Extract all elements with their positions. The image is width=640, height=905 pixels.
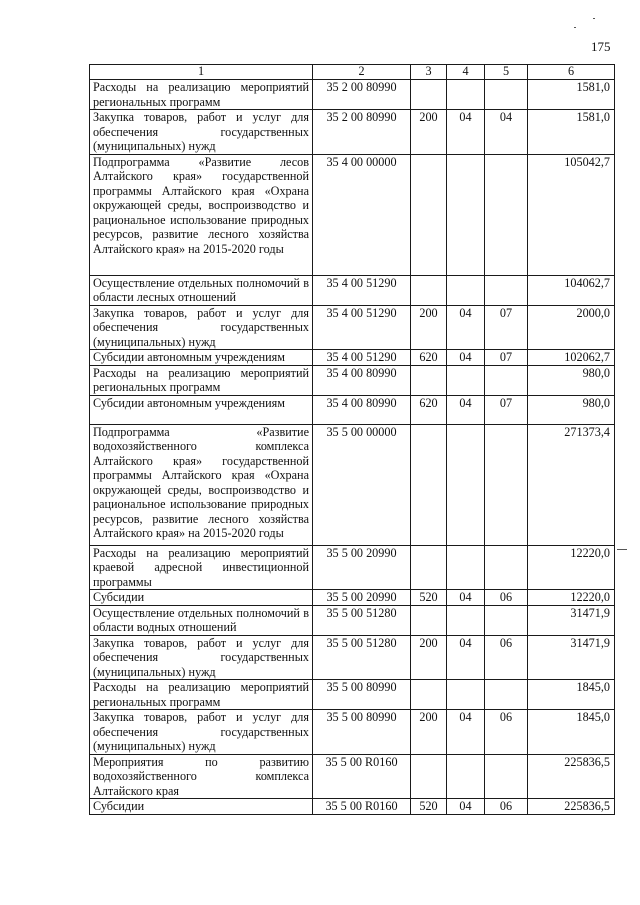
row-expense-type	[411, 275, 447, 305]
row-section: 04	[447, 350, 485, 366]
row-expense-type	[411, 80, 447, 110]
header-row	[90, 65, 615, 80]
column-number-2: 2	[313, 65, 411, 80]
column-number-1: 1	[90, 65, 313, 80]
row-code: 35 5 00 00000	[313, 424, 411, 545]
row-expense-type: 520	[411, 799, 447, 815]
row-expense-type	[411, 154, 447, 275]
row-sum: 1845,0	[528, 710, 615, 755]
scan-speck	[593, 18, 595, 19]
row-name: Субсидии автономным учреждениям	[90, 395, 313, 424]
row-code: 35 5 00 51280	[313, 635, 411, 680]
row-section: 04	[447, 799, 485, 815]
row-subsection	[485, 545, 528, 590]
row-sum: 225836,5	[528, 754, 615, 799]
table-row	[90, 365, 615, 395]
row-section	[447, 680, 485, 710]
table-row	[90, 635, 615, 680]
row-expense-type	[411, 365, 447, 395]
table-row	[90, 605, 615, 635]
row-code: 35 4 00 00000	[313, 154, 411, 275]
table-row	[90, 590, 615, 606]
row-code: 35 5 00 20990	[313, 590, 411, 606]
row-name: Субсидии	[90, 590, 313, 606]
row-sum: 225836,5	[528, 799, 615, 815]
row-name: Субсидии	[90, 799, 313, 815]
row-name: Расходы на реализацию мероприятий региональных программ	[90, 80, 313, 110]
table-row	[90, 545, 615, 590]
row-sum: 2000,0	[528, 305, 615, 350]
row-code: 35 5 00 51280	[313, 605, 411, 635]
row-name: Субсидии автономным учреждениям	[90, 350, 313, 366]
table-row	[90, 154, 615, 275]
row-section: 04	[447, 395, 485, 424]
row-subsection	[485, 154, 528, 275]
row-name: Расходы на реализацию мероприятий региональных программ	[90, 365, 313, 395]
row-expense-type: 200	[411, 710, 447, 755]
row-sum: 104062,7	[528, 275, 615, 305]
row-subsection: 06	[485, 799, 528, 815]
row-subsection	[485, 754, 528, 799]
table-row	[90, 80, 615, 110]
row-subsection: 07	[485, 350, 528, 366]
row-name: Осуществление отдельных полномочий в области лесных отношений	[90, 275, 313, 305]
scan-speck	[617, 549, 627, 550]
row-section: 04	[447, 635, 485, 680]
row-section	[447, 80, 485, 110]
row-section	[447, 545, 485, 590]
scan-speck	[574, 27, 576, 28]
row-section: 04	[447, 590, 485, 606]
row-code: 35 4 00 51290	[313, 305, 411, 350]
table-row	[90, 710, 615, 755]
row-sum: 31471,9	[528, 605, 615, 635]
row-subsection: 07	[485, 305, 528, 350]
row-name: Закупка товаров, работ и услуг для обеспечения государственных (муниципальных) нужд	[90, 110, 313, 155]
row-code: 35 4 00 51290	[313, 350, 411, 366]
table-row	[90, 275, 615, 305]
row-expense-type	[411, 545, 447, 590]
column-number-3: 3	[411, 65, 447, 80]
row-expense-type: 200	[411, 110, 447, 155]
row-code: 35 5 00 20990	[313, 545, 411, 590]
table-row	[90, 799, 615, 815]
row-expense-type	[411, 754, 447, 799]
table-row	[90, 110, 615, 155]
row-expense-type: 620	[411, 395, 447, 424]
table-row	[90, 680, 615, 710]
row-subsection: 06	[485, 590, 528, 606]
row-sum: 980,0	[528, 365, 615, 395]
row-subsection: 04	[485, 110, 528, 155]
row-section	[447, 365, 485, 395]
row-section: 04	[447, 305, 485, 350]
row-expense-type: 620	[411, 350, 447, 366]
row-subsection	[485, 680, 528, 710]
row-sum: 102062,7	[528, 350, 615, 366]
table-row	[90, 350, 615, 366]
column-number-6: 6	[528, 65, 615, 80]
row-sum: 12220,0	[528, 590, 615, 606]
table-body	[90, 80, 615, 815]
row-name: Мероприятия по развитию водохозяйственного комплекса Алтайского края	[90, 754, 313, 799]
column-number-5: 5	[485, 65, 528, 80]
row-subsection	[485, 365, 528, 395]
row-name: Расходы на реализацию мероприятий краевой адресной инвестиционной программы	[90, 545, 313, 590]
row-section	[447, 754, 485, 799]
row-code: 35 5 00 R0160	[313, 799, 411, 815]
row-sum: 980,0	[528, 395, 615, 424]
row-code: 35 5 00 80990	[313, 680, 411, 710]
row-subsection	[485, 424, 528, 545]
row-expense-type	[411, 424, 447, 545]
row-code: 35 2 00 80990	[313, 110, 411, 155]
row-section: 04	[447, 110, 485, 155]
row-expense-type: 200	[411, 635, 447, 680]
row-sum: 31471,9	[528, 635, 615, 680]
row-section	[447, 275, 485, 305]
row-section: 04	[447, 710, 485, 755]
table-row	[90, 305, 615, 350]
row-name: Закупка товаров, работ и услуг для обеспечения государственных (муниципальных) нужд	[90, 305, 313, 350]
row-subsection	[485, 605, 528, 635]
row-code: 35 2 00 80990	[313, 80, 411, 110]
row-subsection: 06	[485, 710, 528, 755]
row-subsection	[485, 275, 528, 305]
table-row	[90, 754, 615, 799]
row-name: Осуществление отдельных полномочий в области водных отношений	[90, 605, 313, 635]
row-name: Закупка товаров, работ и услуг для обеспечения государственных (муниципальных) нужд	[90, 710, 313, 755]
row-code: 35 5 00 R0160	[313, 754, 411, 799]
row-code: 35 4 00 80990	[313, 395, 411, 424]
row-section	[447, 605, 485, 635]
row-expense-type: 520	[411, 590, 447, 606]
table-row	[90, 395, 615, 424]
row-sum: 105042,7	[528, 154, 615, 275]
row-sum: 1581,0	[528, 110, 615, 155]
table-row	[90, 424, 615, 545]
row-sum: 1581,0	[528, 80, 615, 110]
page-number: 175	[591, 39, 611, 54]
row-name: Закупка товаров, работ и услуг для обеспечения государственных (муниципальных) нужд	[90, 635, 313, 680]
table-header	[90, 65, 615, 80]
row-subsection	[485, 80, 528, 110]
row-subsection: 07	[485, 395, 528, 424]
row-subsection: 06	[485, 635, 528, 680]
row-code: 35 5 00 80990	[313, 710, 411, 755]
row-expense-type	[411, 680, 447, 710]
row-sum: 1845,0	[528, 680, 615, 710]
row-sum: 12220,0	[528, 545, 615, 590]
row-name: Подпрограмма «Развитие водохозяйственного комплекса Алтайского края» государственной программы Алтайского края «Охрана окружающей среды, воспроизводство и рациональное использование природных ресурсов, развитие лесного хозяйства Алтайского края» на 2015-2020 годы	[90, 424, 313, 545]
row-code: 35 4 00 51290	[313, 275, 411, 305]
row-name: Подпрограмма «Развитие лесов Алтайского края» государственной программы Алтайского края «Охрана окружающей среды, воспроизводство и рациональное использование природных ресурсов, развитие лесного хозяйства Алтайского края» на 2015-2020 годы	[90, 154, 313, 275]
row-expense-type	[411, 605, 447, 635]
row-name: Расходы на реализацию мероприятий региональных программ	[90, 680, 313, 710]
column-number-4: 4	[447, 65, 485, 80]
row-section	[447, 424, 485, 545]
budget-table	[89, 64, 615, 815]
row-expense-type: 200	[411, 305, 447, 350]
row-code: 35 4 00 80990	[313, 365, 411, 395]
row-section	[447, 154, 485, 275]
row-sum: 271373,4	[528, 424, 615, 545]
